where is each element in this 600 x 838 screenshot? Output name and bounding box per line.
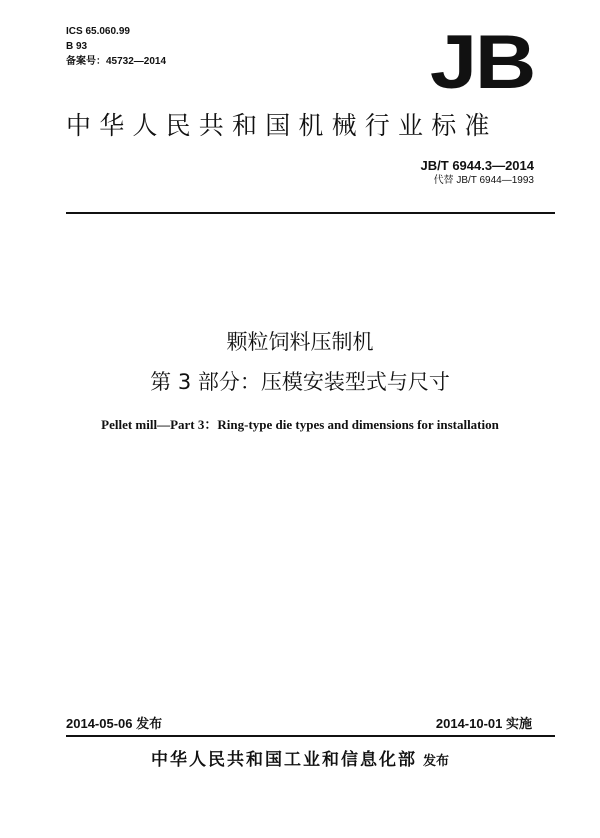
bottom-divider [66, 735, 555, 737]
issuer-line [0, 745, 600, 770]
issuing-authority: 中华人民共和国工业和信息化部 [150, 750, 417, 770]
effective-date: 2014-10-01 实施 [435, 716, 532, 731]
standard-category-title: 中华人民共和国机械行业标准 [66, 111, 498, 140]
standard-number-block [421, 158, 534, 188]
document-title-zh-line1: 颗粒饲料压制机 [226, 330, 374, 354]
ccs-code: B 93 [66, 41, 88, 52]
top-divider [66, 212, 555, 214]
document-title-zh-line2: 第 3 部分：压模安装型式与尺寸 [150, 370, 450, 394]
ics-code: ICS 65.060.99 [66, 26, 130, 37]
replaces-standard: 代替 JB/T 6944—1993 [433, 175, 534, 186]
jb-logo: JB [429, 20, 534, 105]
document-title-en: Pellet mill—Part 3：Ring-type die types and dimensions for installation [101, 417, 499, 432]
issue-action: 发布 [422, 754, 449, 769]
standard-number: JB/T 6944.3—2014 [420, 158, 534, 173]
record-number: 备案号：45732—2014 [66, 56, 167, 67]
classification-block [66, 24, 166, 69]
publish-date: 2014-05-06 发布 [66, 716, 163, 731]
